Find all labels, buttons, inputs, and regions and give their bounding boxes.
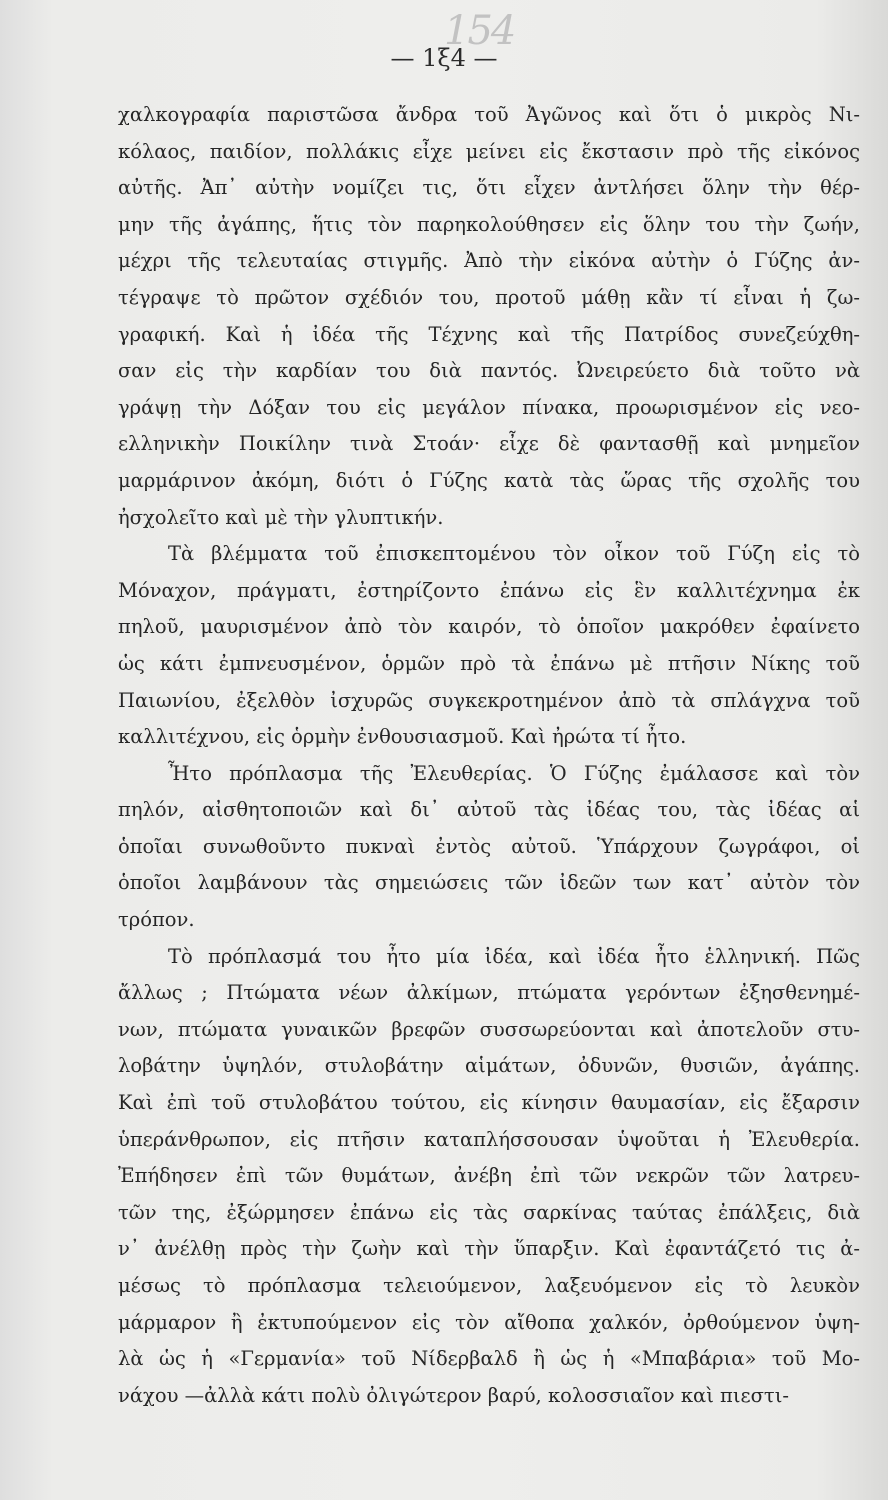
text-line: τέγραψε τὸ πρῶτον σχέδιόν του, προτοῦ μάθῃ κἂν τί εἶναι ἡ ζω- (118, 285, 860, 309)
text-line: ὁποῖοι λαμβάνουν τὰς σημειώσεις τῶν ἰδεῶν των κατ᾽ αὐτὸν τὸν (118, 871, 860, 895)
handwritten-page-number: 154 (444, 8, 515, 54)
text-line: Τὰ βλέμματα τοῦ ἐπισκεπτομένου τὸν οἶκον τοῦ Γύζη εἰς τὸ (168, 542, 860, 566)
text-line: ελληνικὴν Ποικίλην τινὰ Στοάν· εἶχε δὲ φαντασθῇ καὶ μνημεῖον (118, 432, 860, 456)
text-line: ἄλλως ; Πτώματα νέων ἀλκίμων, πτώματα γερόντων ἐξησθενημέ- (118, 981, 860, 1005)
text-line: Μόναχον, πράγματι, ἐστηρίζοντο ἐπάνω εἰς ἓν καλλιτέχνημα ἐκ (118, 578, 860, 602)
text-line: μέχρι τῆς τελευταίας στιγμῆς. Ἀπὸ τὴν εἰκόνα αὐτὴν ὁ Γύζης ἀν- (118, 249, 860, 273)
text-line: Καὶ ἐπὶ τοῦ στυλοβάτου τούτου, εἰς κίνησιν θαυμασίαν, εἰς ἔξαρσιν (118, 1091, 860, 1115)
text-line: πηλόν, αἰσθητοποιῶν καὶ δι᾽ αὐτοῦ τὰς ἰδέας του, τὰς ἰδέας αἱ (118, 798, 860, 822)
text-line: τῶν της, ἐξώρμησεν ἐπάνω εἰς τὰς σαρκίνας ταύτας ἐπάλξεις, διὰ (118, 1200, 860, 1224)
text-line: κόλαος, παιδίον, πολλάκις εἶχε μείνει εἰς ἔκστασιν πρὸ τῆς εἰκόνος (118, 139, 860, 163)
text-line: ὡς κάτι ἐμπνευσμένον, ὁρμῶν πρὸ τὰ ἐπάνω μὲ πτῆσιν Νίκης τοῦ (118, 651, 860, 675)
paragraph (118, 536, 860, 756)
text-line: αὐτῆς. Ἀπ᾽ αὐτὴν νομίζει τις, ὅτι εἶχεν ἀντλήσει ὅλην τὴν θέρ- (118, 176, 860, 200)
text-line: λὰ ὡς ἡ «Γερμανία» τοῦ Νίδερβαλδ ἢ ὡς ἡ «Μπαβάρια» τοῦ Μο- (118, 1347, 860, 1371)
text-line: μαρμάρινον ἀκόμη, διότι ὁ Γύζης κατὰ τὰς ὥρας τῆς σχολῆς του (118, 468, 860, 492)
paragraph (118, 97, 860, 536)
text-line: λοβάτην ὑψηλόν, στυλοβάτην αἱμάτων, ὀδυνῶν, θυσιῶν, ἀγάπης. (118, 1054, 860, 1078)
text-line: τρόπον. (118, 908, 195, 932)
text-line: Παιωνίου, ἐξελθὸν ἰσχυρῶς συγκεκροτημένον ἀπὸ τὰ σπλάγχνα τοῦ (118, 688, 860, 712)
text-line: σαν εἰς τὴν καρδίαν του διὰ παντός. Ὠνειρεύετο διὰ τοῦτο νὰ (118, 359, 860, 383)
page-number: — 1ξ4 — (390, 44, 498, 72)
text-line: χαλκογραφία παριστῶσα ἄνδρα τοῦ Ἀγῶνος καὶ ὅτι ὁ μικρὸς Νι- (118, 103, 860, 126)
text-line: καλλιτέχνου, εἰς ὁρμὴν ἐνθουσιασμοῦ. Καὶ ἠρώτα τί ἦτο. (118, 725, 687, 749)
text-line: νάχου —ἀλλὰ κάτι πολὺ ὀλιγώτερον βαρύ, κολοσσιαῖον καὶ πιεστι- (118, 1383, 789, 1407)
text-line: ἠσχολεῖτο καὶ μὲ τὴν γλυπτικήν. (118, 505, 444, 529)
text-line: γράψῃ τὴν Δόξαν του εἰς μεγάλον πίνακα, προωρισμένον εἰς νεο- (118, 395, 860, 419)
text-line: μέσως τὸ πρόπλασμα τελειούμενον, λαξευόμενον εἰς τὸ λευκὸν (118, 1274, 860, 1297)
body-text (118, 97, 860, 1414)
text-line: μάρμαρον ἢ ἐκτυπούμενον εἰς τὸν αἴθοπα χαλκόν, ὀρθούμενον ὑψη- (118, 1310, 860, 1334)
text-line: ν᾽ ἀνέλθῃ πρὸς τὴν ζωὴν καὶ τὴν ὕπαρξιν. Καὶ ἐφαντάζετό τις ἀ- (118, 1237, 860, 1261)
text-line: γραφική. Καὶ ἡ ἰδέα τῆς Τέχνης καὶ τῆς Πατρίδος συνεζεύχθη- (118, 322, 860, 346)
text-line: Ἦτο πρόπλασμα τῆς Ἐλευθερίας. Ὁ Γύζης ἐμάλασσε καὶ τὸν (168, 761, 860, 785)
text-line: Ἐπήδησεν ἐπὶ τῶν θυμάτων, ἀνέβη ἐπὶ τῶν νεκρῶν τῶν λατρευ- (118, 1164, 860, 1188)
text-line: ὑπεράνθρωπον, εἰς πτῆσιν καταπλήσσουσαν ὑψοῦται ἡ Ἐλευθερία. (118, 1127, 860, 1151)
text-line: ὁποῖαι συνωθοῦντο πυκναὶ ἐντὸς αὐτοῦ. Ὑπάρχουν ζωγράφοι, οἱ (118, 834, 860, 858)
paragraph (118, 939, 860, 1415)
paragraph (118, 756, 860, 939)
text-line: Τὸ πρόπλασμά του ἦτο μία ἰδέα, καὶ ἰδέα ἦτο ἑλληνική. Πῶς (168, 944, 860, 968)
text-line: μην τῆς ἀγάπης, ἥτις τὸν παρηκολούθησεν εἰς ὅλην του τὴν ζωήν, (118, 212, 860, 236)
text-line: πηλοῦ, μαυρισμένον ἀπὸ τὸν καιρόν, τὸ ὁποῖον μακρόθεν ἐφαίνετο (118, 615, 860, 639)
text-line: νων, πτώματα γυναικῶν βρεφῶν συσσωρεύονται καὶ ἀποτελοῦν στυ- (118, 1017, 860, 1041)
